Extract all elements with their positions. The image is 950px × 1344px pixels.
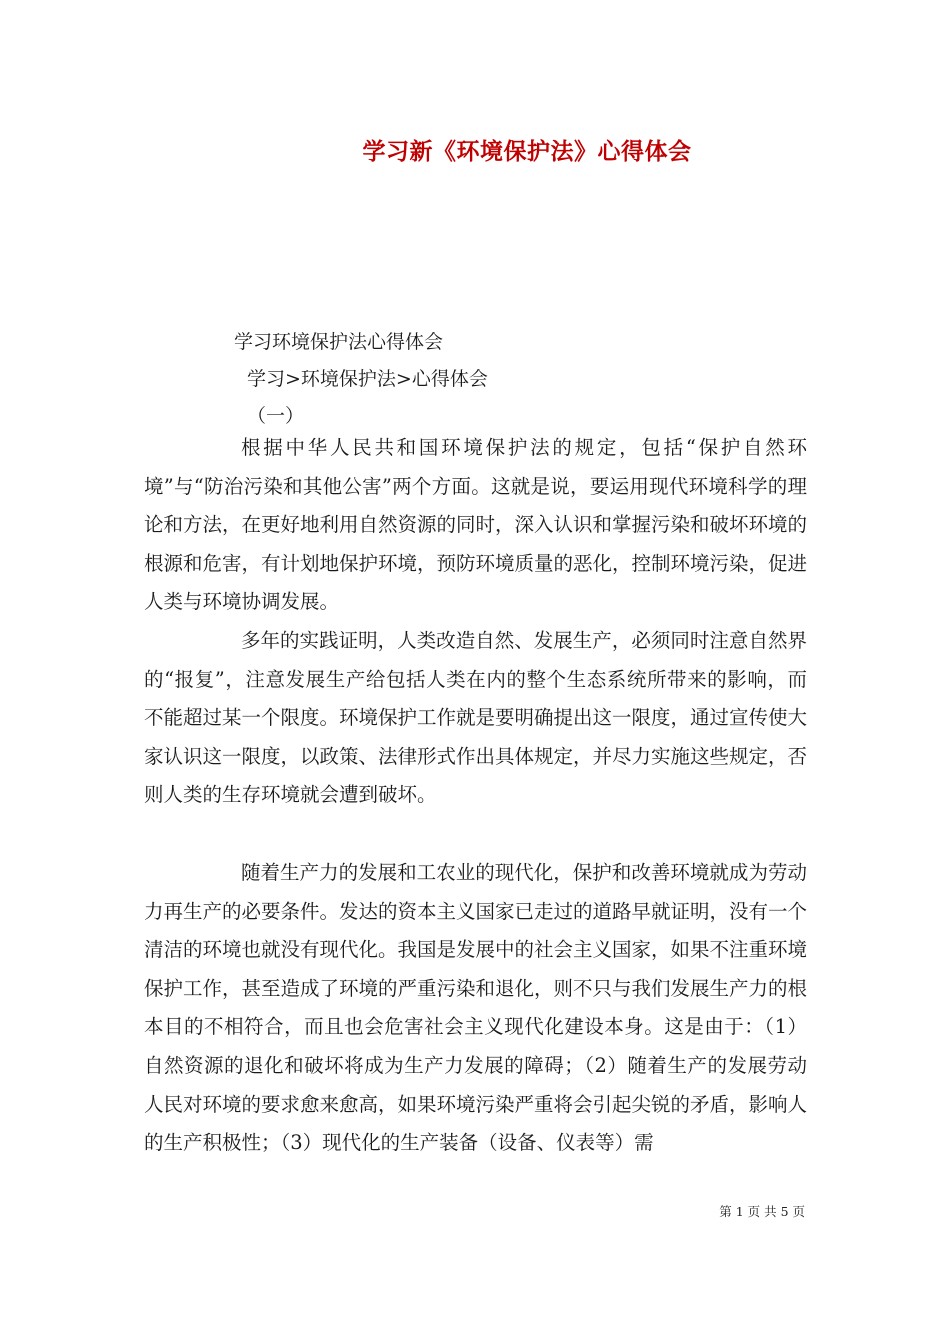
document-title: 学习新《环境保护法》心得体会 bbox=[362, 138, 692, 165]
section-marker: （一） bbox=[247, 405, 305, 427]
body-paragraph-3: 随着生产力的发展和工农业的现代化，保护和改善环境就成为劳动力再生产的必要条件。发达的资本主义国家已走过的道路早就证明，没有一个清洁的环境也就没有现代化。我国是发展中的社会主义国家，如果不注重环境保护工作，甚至造成了环境的严重污染和退化，则不只与我们发展生产力的根本目的不相符合，而且也会危害社会主义现代化建设本身。这是由于：（1）自然资源的退化和破坏将成为生产力发展的障碍；（2）随着生产的发展劳动人民对环境的要求愈来愈高，如果环境污染严重将会引起尖锐的矛盾，影响人的生产积极性；（3）现代化的生产装备（设备、仪表等）需 bbox=[144, 861, 808, 1155]
breadcrumb-subtitle: 学习>环境保护法>心得体会 bbox=[247, 368, 488, 390]
body-paragraph-2: 多年的实践证明，人类改造自然、发展生产，必须同时注意自然界的“报复”，注意发展生产给包括人类在内的整个生态系统所带来的影响，而不能超过某一个限度。环境保护工作就是要明确提出这一限度，通过宣传使大家认识这一限度，以政策、法律形式作出具体规定，并尽力实施这些规定，否则人类的生存环境就会遭到破坏。 bbox=[144, 629, 808, 807]
subtitle-heading: 学习环境保护法心得体会 bbox=[234, 331, 444, 353]
page-number-footer: 第 1 页 共 5 页 bbox=[719, 1204, 805, 1219]
body-paragraph-1: 根据中华人民共和国环境保护法的规定，包括“保护自然环境”与“防治污染和其他公害”两个方面。这就是说，要运用现代环境科学的理论和方法，在更好地利用自然资源的同时，深入认识和掌握污染和破坏环境的根源和危害，有计划地保护环境，预防环境质量的恶化，控制环境污染，促进人类与环境协调发展。 bbox=[144, 436, 808, 614]
